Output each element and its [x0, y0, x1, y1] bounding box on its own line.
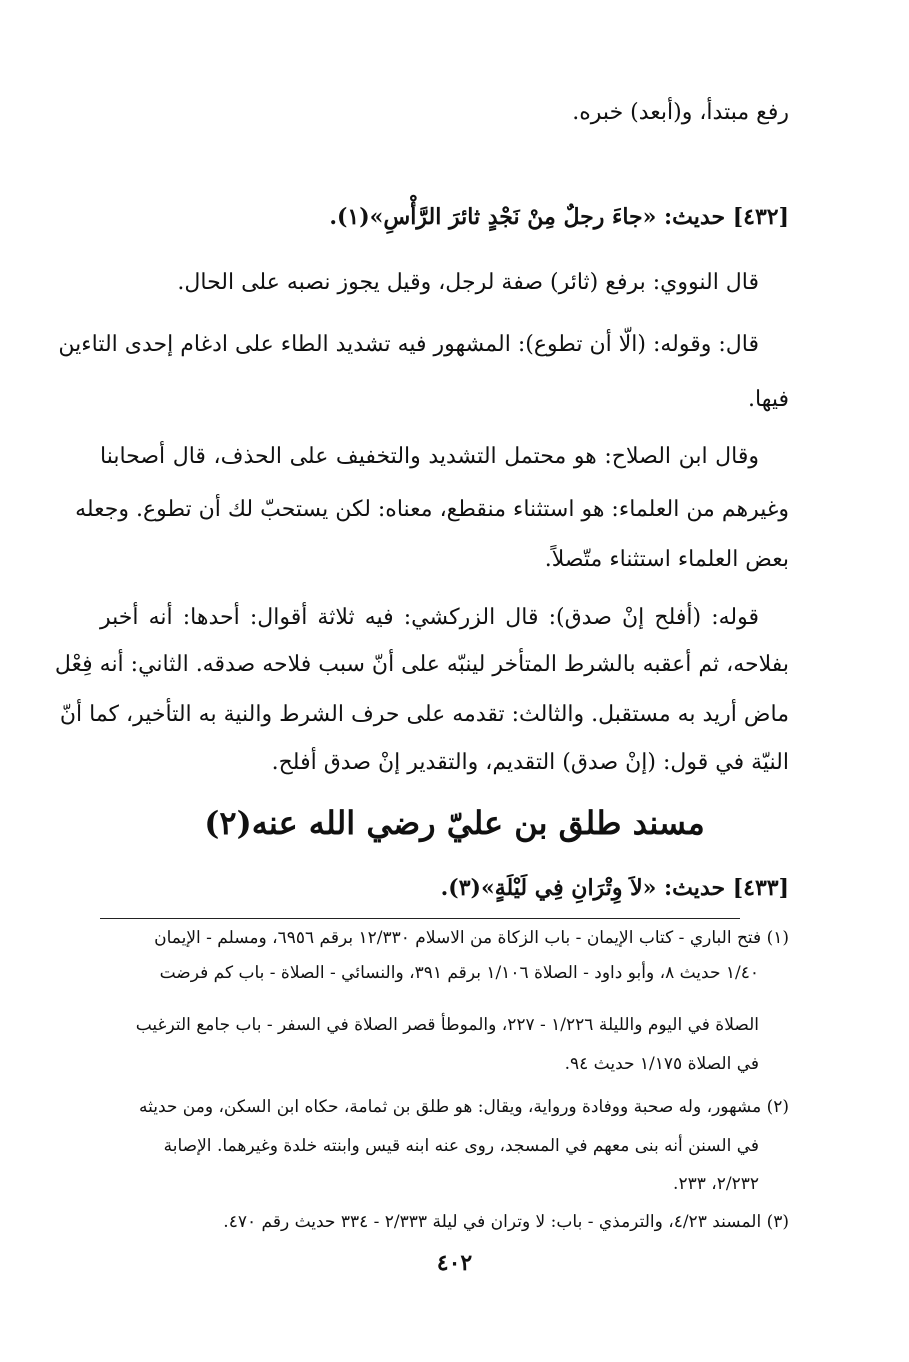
hadith-433-title: [٤٣٣] حديث: «لاَ وِتْرَانِ فِي لَيْلَةٍ»(٣). [440, 875, 789, 901]
body-line-6: وقال ابن الصلاح: هو محتمل التشديد والتخفيف على الحذف، قال أصحابنا [100, 444, 759, 469]
body-line-7: وغيرهم من العلماء: هو استثناء منقطع، معناه: لكن يستحبّ لك أن تطوع. وجعله [75, 497, 789, 522]
footnote-2-line-2: في السنن أنه بنى معهم في المسجد، روى عنه ابنه قيس وابنته خلدة وغيرهما. الإصابة [163, 1136, 759, 1156]
hadith-432-title: [٤٣٢] حديث: «جاءَ رجلٌ مِنْ نَجْدٍ ثائرَ الرَّأْسِ»(١). [329, 204, 789, 230]
body-line-1: رفع مبتدأ، و(أبعد) خبره. [572, 100, 789, 125]
body-line-9: قوله: (أفلح إنْ صدق): قال الزركشي: فيه ثلاثة أقوال: أحدها: أنه أخبر [100, 605, 759, 630]
body-line-5: فيها. [748, 387, 789, 412]
footnote-1-line-2: ١/٤٠ حديث ٨، وأبو داود - الصلاة ١/١٠٦ برقم ٣٩١، والنسائي - الصلاة - باب كم فرضت [159, 963, 759, 983]
body-line-12: النيّة في قول: (إنْ صدق) التقديم، والتقدير إنْ صدق أفلح. [271, 750, 789, 775]
body-line-8: بعض العلماء استثناء متّصلاً. [544, 547, 789, 572]
footnote-1-line-3: الصلاة في اليوم والليلة ١/٢٢٦ - ٢٢٧، والموطأ قصر الصلاة في السفر - باب جامع الترغيب [135, 1015, 759, 1035]
footnote-2-line-1: (٢) مشهور، وله صحبة ووفادة ورواية، ويقال: هو طلق بن ثمامة، حكاه ابن السكن، ومن حديثه [138, 1097, 789, 1117]
footnote-2-line-3: ٢/٢٣٢، ٢٣٣. [673, 1174, 759, 1194]
footnote-1-line-4: في الصلاة ١/١٧٥ حديث ٩٤. [564, 1054, 759, 1074]
body-line-11: ماض أريد به مستقبل. والثالث: تقدمه على حرف الشرط والنية به التأخير، كما أنّ [59, 702, 789, 727]
page-number: ٤٠٢ [436, 1250, 473, 1276]
footnote-1-line-1: (١) فتح الباري - كتاب الإيمان - باب الزكاة من الاسلام ١٢/٣٣٠ برقم ٦٩٥٦، ومسلم - الإيمان [154, 928, 789, 948]
section-heading: مسند طلق بن عليّ رضي الله عنه(٢) [204, 804, 705, 842]
footnote-divider [100, 918, 740, 919]
footnote-3-line-1: (٣) المسند ٤/٢٣، والترمذي - باب: لا وتران في ليلة ٢/٣٣٣ - ٣٣٤ حديث رقم ٤٧٠. [223, 1212, 789, 1232]
body-line-10: بفلاحه، ثم أعقبه بالشرط المتأخر لينبّه على أنّ سبب فلاحه صدقه. الثاني: أنه فِعْل [54, 652, 789, 677]
body-line-4: قال: وقوله: (الّا أن تطوع): المشهور فيه تشديد الطاء على ادغام إحدى التاءين [58, 332, 759, 357]
body-line-3: قال النووي: برفع (ثائر) صفة لرجل، وقيل يجوز نصبه على الحال. [177, 270, 759, 295]
